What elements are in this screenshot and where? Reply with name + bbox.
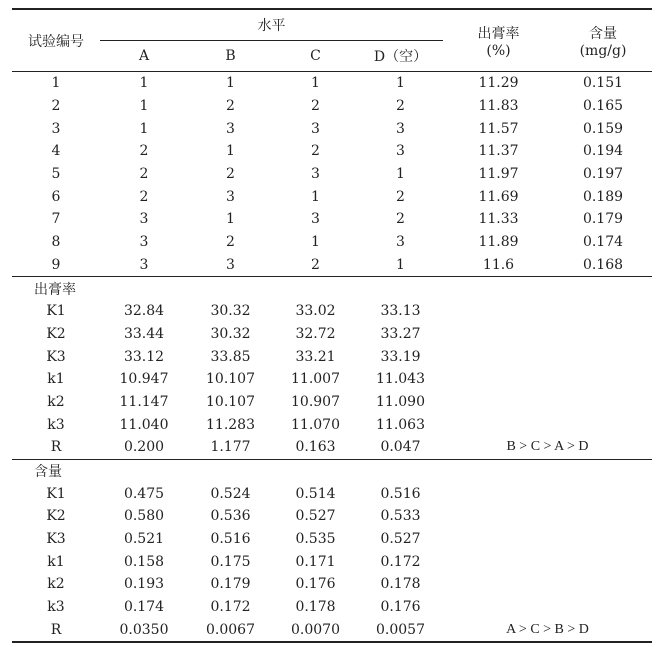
level-b-stat: 1.177: [210, 439, 251, 456]
yield-header-unit: (%): [486, 42, 511, 59]
level-d-value: 1: [396, 256, 405, 273]
analysis-row: [12, 436, 652, 459]
yield-value: 11.33: [478, 211, 519, 228]
stat-label: K2: [46, 508, 66, 525]
level-d-stat: 33.27: [380, 325, 421, 342]
level-c-value: 2: [311, 256, 320, 273]
stat-label: k3: [47, 416, 65, 433]
yield_section-title-row: [12, 277, 652, 300]
factor-order: B > C > A > D: [506, 439, 589, 455]
trial-row: [12, 185, 652, 208]
empty-cell: [554, 505, 652, 528]
level-a-value: 2: [139, 188, 149, 205]
yield-value: 11.6: [482, 256, 515, 273]
stat-label: K2: [46, 325, 66, 342]
level-c-stat: 0.163: [295, 439, 336, 456]
trial-number: 3: [51, 120, 61, 137]
stat-label: K3: [46, 348, 66, 365]
analysis-row: [12, 528, 652, 551]
analysis-row: [12, 550, 652, 573]
empty-cell: [443, 345, 554, 368]
empty-cell: [554, 482, 652, 505]
content-header: [554, 9, 652, 72]
trial-number: 8: [51, 234, 61, 251]
level-a-header: A: [100, 41, 188, 72]
yield-header: [443, 9, 554, 72]
level-d-value: 2: [396, 188, 405, 205]
empty-cell: [554, 550, 652, 573]
empty-cell: [443, 505, 554, 528]
empty-cell: [443, 550, 554, 573]
level-c-value: 3: [311, 211, 320, 228]
level-c-value: 3: [311, 120, 320, 137]
level-d-stat: 0.047: [380, 439, 421, 456]
content-value: 0.159: [582, 120, 624, 137]
level-b-stat: 30.32: [210, 325, 251, 342]
trial-number: 7: [51, 211, 61, 228]
level-a-value: 1: [139, 75, 149, 92]
empty-cell: [554, 573, 652, 596]
level-b-stat: 0.175: [210, 553, 251, 570]
level-b-stat: 0.536: [210, 508, 251, 525]
empty-cell: [443, 413, 554, 436]
analysis-row: [12, 391, 652, 414]
level-c-value: 2: [311, 98, 320, 115]
level-b-value: 1: [226, 75, 235, 92]
analysis-row: [12, 505, 652, 528]
level-b-value: 2: [226, 98, 235, 115]
level-d-stat: 0.516: [380, 485, 421, 502]
section-title: 含量: [34, 464, 62, 481]
level-c-stat: 11.007: [291, 371, 340, 388]
level-d-value: 2: [396, 211, 405, 228]
content-value: 0.179: [582, 211, 624, 228]
stat-label: R: [50, 439, 62, 456]
level-a-value: 1: [139, 98, 149, 115]
trial-number: 4: [51, 143, 61, 160]
level-a-stat: 0.475: [123, 485, 165, 502]
trial-row: [12, 140, 652, 163]
level-c-stat: 33.02: [295, 303, 336, 320]
level-b-stat: 10.107: [206, 371, 255, 388]
content-value: 0.197: [582, 166, 624, 183]
level-b-value: 3: [226, 256, 235, 273]
level-d-value: 3: [396, 234, 405, 251]
level-c-value: 2: [311, 143, 320, 160]
level-d-value: 3: [396, 143, 405, 160]
level-b-value: 1: [226, 211, 235, 228]
level-c-stat: 0.514: [295, 485, 336, 502]
level-header: 水平: [100, 9, 443, 41]
level-d-value: 2: [396, 98, 405, 115]
level-b-header: B: [188, 41, 273, 72]
empty-cell: [554, 413, 652, 436]
level-b-stat: 10.107: [206, 393, 255, 410]
empty-cell: [443, 300, 554, 323]
empty-cell: [443, 368, 554, 391]
trial-row: [12, 231, 652, 254]
level-b-value: 2: [226, 166, 235, 183]
content-value: 0.168: [582, 256, 624, 273]
level-d-stat: 0.178: [380, 576, 421, 593]
level-b-stat: 0.524: [210, 485, 251, 502]
yield-value: 11.37: [478, 143, 519, 160]
yield-value: 11.89: [478, 234, 519, 251]
stat-label: k1: [47, 553, 65, 570]
trial-row: [12, 254, 652, 277]
level-a-value: 2: [139, 166, 149, 183]
yield-value: 11.69: [478, 188, 519, 205]
level-a-stat: 10.947: [119, 371, 169, 388]
stat-label: k2: [47, 576, 65, 593]
analysis-row: [12, 619, 652, 643]
yield-header-label: 出膏率: [477, 25, 520, 42]
trial-row: [12, 117, 652, 140]
analysis-row: [12, 323, 652, 346]
analysis-row: [12, 300, 652, 323]
level-b-value: 3: [226, 120, 235, 137]
level-c-stat: 10.907: [291, 393, 340, 410]
trial-number-header: 试验编号: [12, 9, 100, 72]
yield-value: 11.97: [478, 166, 519, 183]
level-c-header: C: [273, 41, 358, 72]
content-header-unit: (mg/g): [579, 42, 627, 59]
analysis-row: [12, 368, 652, 391]
level-a-stat: 32.84: [123, 303, 165, 320]
content-header-label: 含量: [589, 25, 617, 42]
content-value: 0.189: [582, 188, 624, 205]
level-a-value: 3: [139, 234, 149, 251]
trial-row: [12, 95, 652, 118]
empty-cell: [554, 596, 652, 619]
level-d-stat: 33.19: [380, 348, 421, 365]
level-d-value: 1: [396, 75, 405, 92]
empty-cell: [554, 323, 652, 346]
level-d-stat: 0.533: [380, 508, 421, 525]
stat-label: K3: [46, 531, 66, 548]
level-b-value: 1: [226, 143, 235, 160]
empty-cell: [443, 482, 554, 505]
level-b-stat: 0.172: [210, 599, 251, 616]
level-d-stat: 11.090: [376, 393, 425, 410]
level-a-value: 2: [139, 143, 149, 160]
level-c-stat: 0.527: [295, 508, 336, 525]
level-a-value: 1: [139, 120, 149, 137]
analysis-row: [12, 482, 652, 505]
level-a-stat: 0.521: [123, 531, 165, 548]
empty-cell: [443, 528, 554, 551]
empty-cell: [554, 345, 652, 368]
level-b-value: 2: [226, 234, 235, 251]
yield-value: 11.57: [478, 120, 519, 137]
trial-number: 5: [51, 166, 61, 183]
level-c-stat: 0.178: [295, 599, 336, 616]
level-a-stat: 0.200: [123, 439, 165, 456]
trial-number: 9: [51, 256, 61, 273]
level-d-value: 1: [396, 166, 405, 183]
content-value: 0.165: [582, 98, 624, 115]
level-c-value: 1: [311, 188, 320, 205]
header-row-1: [12, 9, 652, 41]
level-d-stat: 0.527: [380, 531, 421, 548]
level-b-stat: 30.32: [210, 303, 251, 320]
analysis-row: [12, 345, 652, 368]
level-a-stat: 33.44: [123, 325, 165, 342]
yield-value: 11.83: [478, 98, 519, 115]
level-c-value: 1: [311, 75, 320, 92]
empty-cell: [554, 368, 652, 391]
analysis-row: [12, 573, 652, 596]
empty-cell: [554, 391, 652, 414]
level-c-stat: 0.535: [295, 531, 336, 548]
level-b-stat: 0.0067: [206, 621, 255, 638]
level-d-value: 3: [396, 120, 405, 137]
level-d-stat: 0.176: [380, 599, 421, 616]
stat-label: k3: [47, 599, 65, 616]
trial-row: [12, 208, 652, 231]
level-d-stat: 11.043: [376, 371, 425, 388]
stat-label: k1: [47, 371, 65, 388]
empty-cell: [554, 300, 652, 323]
stat-label: R: [50, 621, 62, 638]
level-a-stat: 0.193: [123, 576, 165, 593]
stat-label: k2: [47, 393, 65, 410]
content_section-title-row: [12, 459, 652, 482]
level-c-stat: 32.72: [295, 325, 336, 342]
level-c-stat: 0.176: [295, 576, 336, 593]
empty-cell: [443, 596, 554, 619]
trial-number: 1: [51, 75, 61, 92]
level-a-stat: 0.580: [123, 508, 165, 525]
level-c-stat: 33.21: [295, 348, 336, 365]
orthogonal-test-table: [12, 8, 652, 643]
empty-cell: [443, 323, 554, 346]
trial-row: [12, 72, 652, 95]
level-c-stat: 0.171: [295, 553, 336, 570]
level-a-stat: 0.174: [123, 599, 165, 616]
content-value: 0.194: [582, 143, 624, 160]
level-b-stat: 0.516: [210, 531, 251, 548]
level-a-stat: 33.12: [123, 348, 165, 365]
level-c-stat: 0.0070: [291, 621, 340, 638]
level-a-stat: 11.147: [119, 393, 169, 410]
level-a-value: 3: [139, 256, 149, 273]
stat-label: K1: [46, 485, 66, 502]
empty-cell: [443, 573, 554, 596]
level-d-stat: 0.0057: [376, 621, 425, 638]
level-d-stat: 11.063: [376, 416, 425, 433]
level-a-value: 3: [139, 211, 149, 228]
level-a-stat: 0.0350: [119, 621, 169, 638]
level-b-stat: 11.283: [206, 416, 255, 433]
section-title: 出膏率: [34, 281, 76, 298]
level-c-value: 1: [311, 234, 320, 251]
analysis-row: [12, 413, 652, 436]
stat-label: K1: [46, 303, 66, 320]
level-c-stat: 11.070: [291, 416, 340, 433]
level-d-stat: 33.13: [380, 303, 421, 320]
level-b-stat: 33.85: [210, 348, 251, 365]
trial-number: 2: [51, 98, 61, 115]
trial-number: 6: [51, 188, 61, 205]
empty-cell: [554, 528, 652, 551]
level-d-stat: 0.172: [380, 553, 421, 570]
yield-value: 11.29: [478, 75, 519, 92]
level-b-value: 3: [226, 188, 235, 205]
content-value: 0.174: [582, 234, 624, 251]
level-b-stat: 0.179: [210, 576, 251, 593]
trial-row: [12, 163, 652, 186]
empty-cell: [443, 391, 554, 414]
factor-order: A > C > B > D: [506, 621, 589, 637]
analysis-row: [12, 596, 652, 619]
level-a-stat: 11.040: [119, 416, 169, 433]
level-d-header: D（空）: [358, 41, 443, 72]
content-value: 0.151: [582, 75, 624, 92]
level-a-stat: 0.158: [123, 553, 165, 570]
level-c-value: 3: [311, 166, 320, 183]
